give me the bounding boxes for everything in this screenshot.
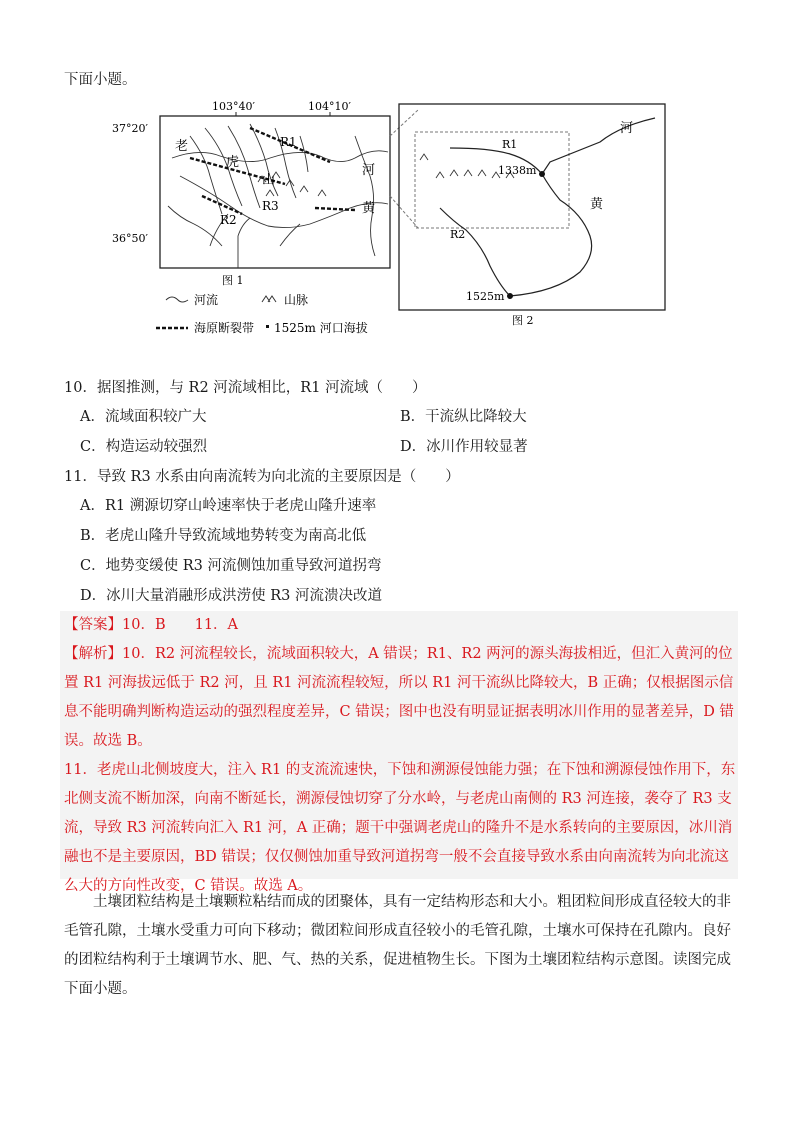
fig2-rivers: [440, 118, 655, 296]
q10-option-a: A．流域面积较广大: [80, 409, 207, 425]
fig1-lat-label-1: 37°20′: [112, 122, 148, 135]
fig2-caption: 图 2: [512, 314, 534, 327]
legend-river-icon: [166, 297, 188, 302]
legend-mouth-icon: [266, 325, 269, 328]
q10-option-d: D．冰川作用较显著: [400, 439, 528, 455]
fig2-elevation-lower: 1525m: [466, 290, 505, 303]
fig2-river-r2: R2: [450, 228, 466, 241]
analysis-q10: [64, 640, 736, 756]
fig1-river-r1: R1: [280, 135, 297, 149]
fig2-river-r1: R1: [502, 138, 518, 151]
next-question-intro: [64, 888, 740, 1004]
q11-option-a: A．R1 溯源切穿山岭速率快于老虎山隆升速率: [80, 498, 377, 514]
legend-fault-label: 海原断裂带: [194, 321, 255, 335]
analysis-block: [64, 640, 736, 901]
analysis-label: 【解析】: [64, 646, 122, 662]
fig1-lat-label-2: 36°50′: [112, 232, 148, 245]
analysis-q10-text: 10．R2 河流程较长，流域面积较大，A 错误；R1、R2 两河的源头海拔相近，但汇入黄河的位置 R1 河海拔远低于 R2 河，且 R1 河流流程较短，所以 R1 河干流纵比降较大，B 正确；仅根据图示信息不能明确判断构造运动的强烈程度差异，C 错误；图中也没有明显证据表明冰川作用的显著差异，D 错误。故选 B。: [64, 646, 734, 749]
fig1-lon-label-2: 104°10′: [308, 100, 351, 113]
map-figure: [112, 96, 670, 346]
q10-option-c: C．构造运动较强烈: [80, 439, 208, 455]
fig1-name-char-2: 虎: [226, 155, 240, 170]
next-intro-text: 土壤团粒结构是土壤颗粒粘结而成的团聚体，具有一定结构形态和大小。粗团粒间形成直径较大的非毛管孔隙，土壤水受重力可向下移动；微团粒间形成直径较小的毛管孔隙，土壤水可保持在孔隙内。良好的团粒结构利于土壤调节水、肥、气、热的关系，促进植物生长。下图为土壤团粒结构示意图。读图完成下面小题。: [64, 894, 731, 997]
fig1-river-r3: R3: [262, 199, 279, 213]
q11-option-c: C．地势变缓使 R3 河流侧蚀加重导致河道拐弯: [80, 558, 382, 574]
fig2-river-char-2: 黄: [590, 197, 604, 212]
fig1-river-char-1: 河: [362, 163, 376, 178]
fig1-river-r2: R2: [220, 213, 237, 227]
q11-option-b: B．老虎山隆升导致流域地势转变为南高北低: [80, 528, 367, 544]
map-legend: [156, 292, 368, 335]
fig1-lon-label-1: 103°40′: [212, 100, 255, 113]
analysis-q11: 11．老虎山北侧坡度大，注入 R1 的支流流速快，下蚀和溯源侵蚀能力强；在下蚀和溯源侵蚀作用下，东北侧支流不断加深，向南不断延长，溯源侵蚀切穿了分水岭，与老虎山南侧的 R3 河连接，袭夺了 R3 支流，导致 R3 河流转向汇入 R1 河，A 正确；题干中强调老虎山的隆升不是水系转向的主要原因，冰川消融也不是主要原因，BD 错误；仅仅侧蚀加重导致河道拐弯一般不会直接导致水系由向南流转为向北流这么大的方向性改变，C 错误。故选 A。: [64, 762, 736, 894]
legend-mountain-label: 山脉: [284, 293, 309, 307]
legend-mouth-label: 1525m 河口海拔: [274, 321, 368, 335]
answer-text: 10．B 11．A: [122, 617, 239, 633]
fig1-caption: 图 1: [222, 274, 244, 287]
fig1-river-char-2: 黄: [362, 201, 376, 216]
q11-option-d: D．冰川大量消融形成洪涝使 R3 河流溃决改道: [80, 588, 382, 604]
legend-river-label: 河流: [194, 293, 219, 307]
q10-option-b: B．干流纵比降较大: [400, 409, 527, 425]
fig1-name-char-1: 老: [175, 139, 189, 154]
fig2-river-char-1: 河: [620, 121, 634, 136]
answer-label: 【答案】: [64, 617, 122, 633]
fig1-river-network: [168, 124, 388, 268]
answer-line: [64, 615, 238, 635]
q11-stem: 11．导致 R3 水系由向南流转为向北流的主要原因是（ ）: [64, 469, 460, 485]
fig2-elevation-upper: 1338m: [498, 164, 537, 177]
legend-mountain-icon: [262, 296, 276, 302]
fig1-name-char-3: 山: [262, 173, 276, 188]
q10-stem: 10．据图推测，与 R2 河流域相比，R1 河流域（ ）: [64, 380, 427, 396]
intro-tail: 下面小题。: [64, 72, 137, 88]
